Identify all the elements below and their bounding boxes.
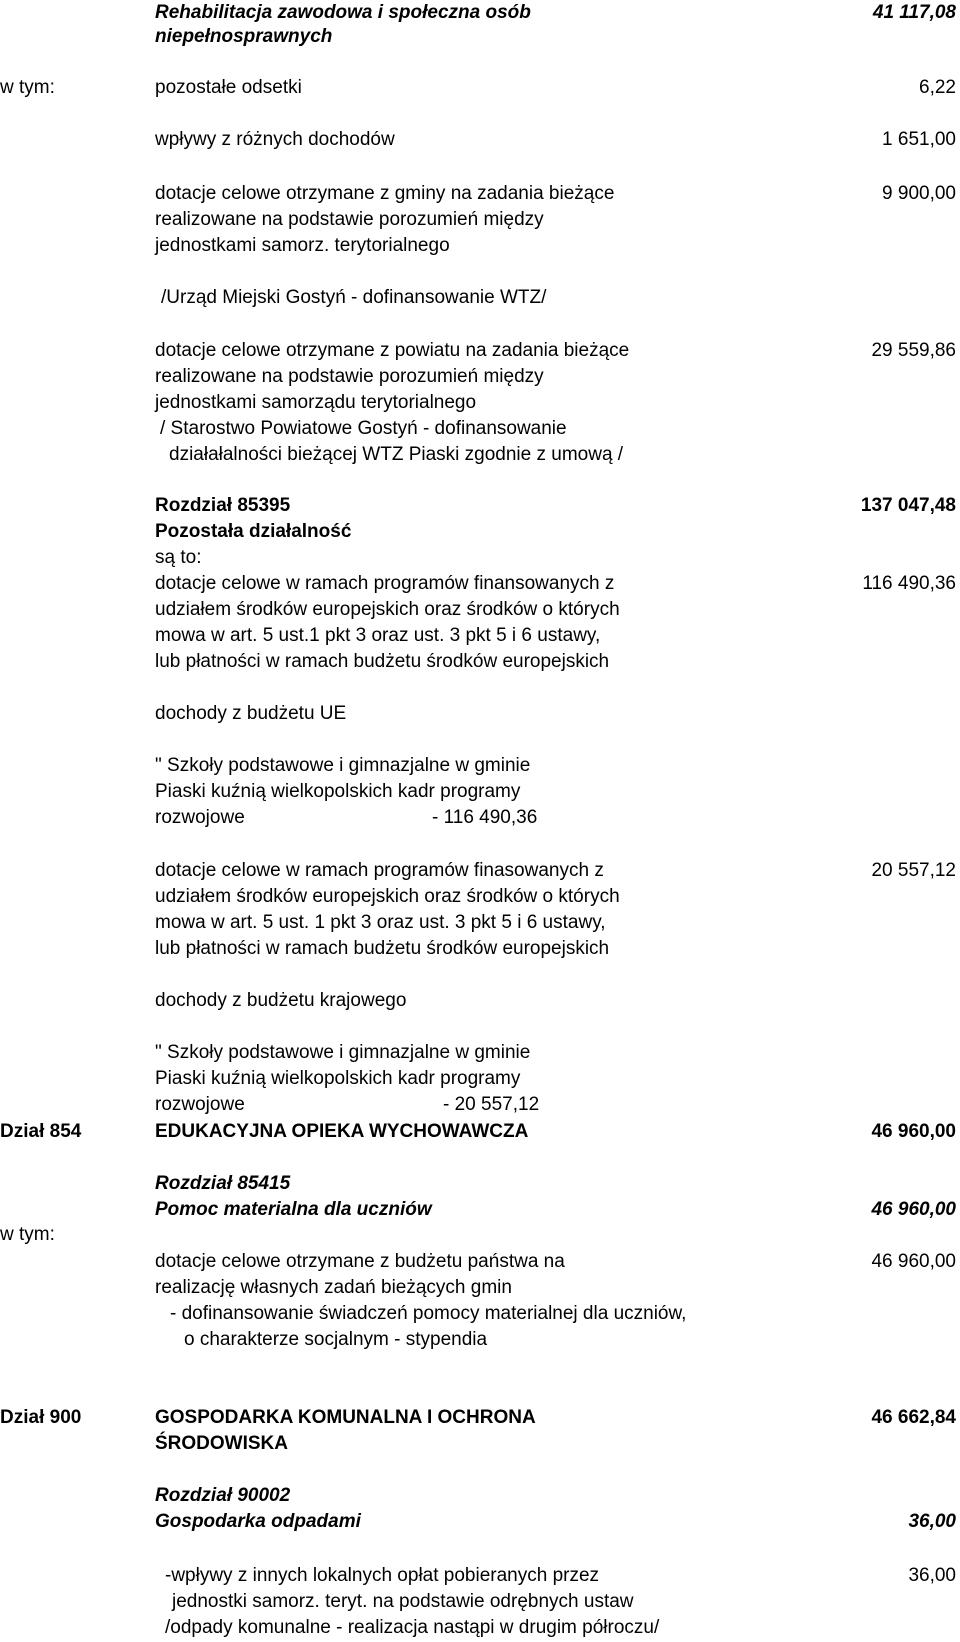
ue-grant-line-1: dotacje celowe w ramach programów finansowanych z bbox=[155, 573, 615, 594]
powiat-grant-line-3: jednostkami samorządu terytorialnego bbox=[155, 392, 477, 413]
gmina-grant-line-1: dotacje celowe otrzymane z gminy na zadania bieżące bbox=[155, 183, 615, 204]
item-amount-wplywy: 1 651,00 bbox=[882, 129, 956, 150]
kr-source: dochody z budżetu krajowego bbox=[155, 990, 407, 1011]
kr-program-line-3: rozwojowe bbox=[155, 1094, 245, 1115]
kr-grant-line-2: udziałem środków europejskich oraz środków o których bbox=[155, 886, 620, 907]
ue-grant-line-4: lub płatności w ramach budżetu środków europejskich bbox=[155, 651, 610, 672]
kr-grant-line-1: dotacje celowe w ramach programów finasowanych z bbox=[155, 860, 604, 881]
kr-program-line-2: Piaski kuźnią wielkopolskich kadr programy bbox=[155, 1068, 521, 1089]
state-grant-line-2: realizację własnych zadań bieżących gmin bbox=[155, 1277, 512, 1298]
chapter-85415-subtitle: Pomoc materialna dla uczniów bbox=[155, 1199, 432, 1220]
w-tym-label: w tym: bbox=[0, 77, 55, 98]
state-grant-line-3: - dofinansowanie świadczeń pomocy materialnej dla uczniów, bbox=[170, 1303, 687, 1324]
ue-program-line-3: rozwojowe bbox=[155, 807, 245, 828]
powiat-grant-line-4: / Starostwo Powiatowe Gostyń - dofinansowanie bbox=[160, 418, 567, 439]
w-tym-label-854: w tym: bbox=[0, 1224, 55, 1245]
kr-grant-amount: 20 557,12 bbox=[871, 860, 956, 881]
section-title-line-2: niepełnosprawnych bbox=[155, 26, 333, 47]
dzial-900-title-line-1: GOSPODARKA KOMUNALNA I OCHRONA bbox=[155, 1407, 536, 1428]
item-label-wplywy: wpływy z różnych dochodów bbox=[155, 129, 395, 150]
dzial-900-code: Dział 900 bbox=[0, 1407, 82, 1428]
chapter-85415-title: Rozdział 85415 bbox=[155, 1173, 291, 1194]
gmina-grant-line-3: jednostkami samorz. terytorialnego bbox=[155, 235, 450, 256]
ue-grant-line-3: mowa w art. 5 ust.1 pkt 3 oraz ust. 3 pkt 5 i 6 ustawy, bbox=[155, 625, 601, 646]
dzial-854-code: Dział 854 bbox=[0, 1121, 82, 1142]
local-fees-line-2: jednostki samorz. teryt. na podstawie odrębnych ustaw bbox=[172, 1591, 634, 1612]
section-amount: 41 117,08 bbox=[872, 2, 956, 23]
chapter-85395-title: Rozdział 85395 bbox=[155, 495, 291, 516]
chapter-90002-subtitle: Gospodarka odpadami bbox=[155, 1511, 361, 1532]
kr-grant-line-3: mowa w art. 5 ust. 1 pkt 3 oraz ust. 3 pkt 5 i 6 ustawy, bbox=[155, 912, 606, 933]
powiat-grant-amount: 29 559,86 bbox=[871, 340, 956, 361]
item-label-odsetki: pozostałe odsetki bbox=[155, 77, 302, 98]
chapter-85395-amount: 137 047,48 bbox=[860, 495, 956, 516]
ue-grant-amount: 116 490,36 bbox=[862, 573, 956, 594]
dzial-900-amount: 46 662,84 bbox=[871, 1407, 956, 1428]
state-grant-line-1: dotacje celowe otrzymane z budżetu państwa na bbox=[155, 1251, 565, 1272]
state-grant-line-4: o charakterze socjalnym - stypendia bbox=[184, 1329, 488, 1350]
item-amount-odsetki: 6,22 bbox=[919, 77, 956, 98]
section-title-line-1: Rehabilitacja zawodowa i społeczna osób bbox=[155, 2, 531, 23]
kr-program-line-1: " Szkoły podstawowe i gimnazjalne w gminie bbox=[155, 1042, 531, 1063]
powiat-grant-line-5: działałalności bieżącej WTZ Piaski zgodnie z umową / bbox=[169, 444, 624, 465]
gmina-grant-amount: 9 900,00 bbox=[882, 183, 956, 204]
dzial-900-title-line-2: ŚRODOWISKA bbox=[155, 1433, 288, 1454]
state-grant-amount: 46 960,00 bbox=[871, 1251, 956, 1272]
chapter-85395-subtitle: Pozostała działalność bbox=[155, 521, 352, 542]
chapter-85415-amount: 46 960,00 bbox=[871, 1199, 956, 1220]
kr-grant-line-4: lub płatności w ramach budżetu środków europejskich bbox=[155, 938, 610, 959]
kr-program-amount: - 20 557,12 bbox=[443, 1094, 540, 1115]
local-fees-line-3: /odpady komunalne - realizacja nastąpi w drugim półroczu/ bbox=[165, 1617, 660, 1638]
chapter-90002-title: Rozdział 90002 bbox=[155, 1485, 291, 1506]
powiat-grant-line-2: realizowane na podstawie porozumień między bbox=[155, 366, 544, 387]
local-fees-line-1: -wpływy z innych lokalnych opłat pobieranych przez bbox=[165, 1565, 600, 1586]
local-fees-amount: 36,00 bbox=[908, 1565, 956, 1586]
urzad-note: /Urząd Miejski Gostyń - dofinansowanie WTZ/ bbox=[161, 287, 547, 308]
ue-program-line-2: Piaski kuźnią wielkopolskich kadr programy bbox=[155, 781, 521, 802]
ue-source: dochody z budżetu UE bbox=[155, 703, 347, 724]
chapter-85395-sa-to: są to: bbox=[155, 547, 202, 568]
ue-grant-line-2: udziałem środków europejskich oraz środków o których bbox=[155, 599, 620, 620]
ue-program-line-1: " Szkoły podstawowe i gimnazjalne w gminie bbox=[155, 755, 531, 776]
ue-program-amount: - 116 490,36 bbox=[432, 807, 538, 828]
dzial-854-title: EDUKACYJNA OPIEKA WYCHOWAWCZA bbox=[155, 1121, 529, 1142]
powiat-grant-line-1: dotacje celowe otrzymane z powiatu na zadania bieżące bbox=[155, 340, 630, 361]
chapter-90002-amount: 36,00 bbox=[908, 1511, 956, 1532]
gmina-grant-line-2: realizowane na podstawie porozumień między bbox=[155, 209, 544, 230]
dzial-854-amount: 46 960,00 bbox=[871, 1121, 956, 1142]
